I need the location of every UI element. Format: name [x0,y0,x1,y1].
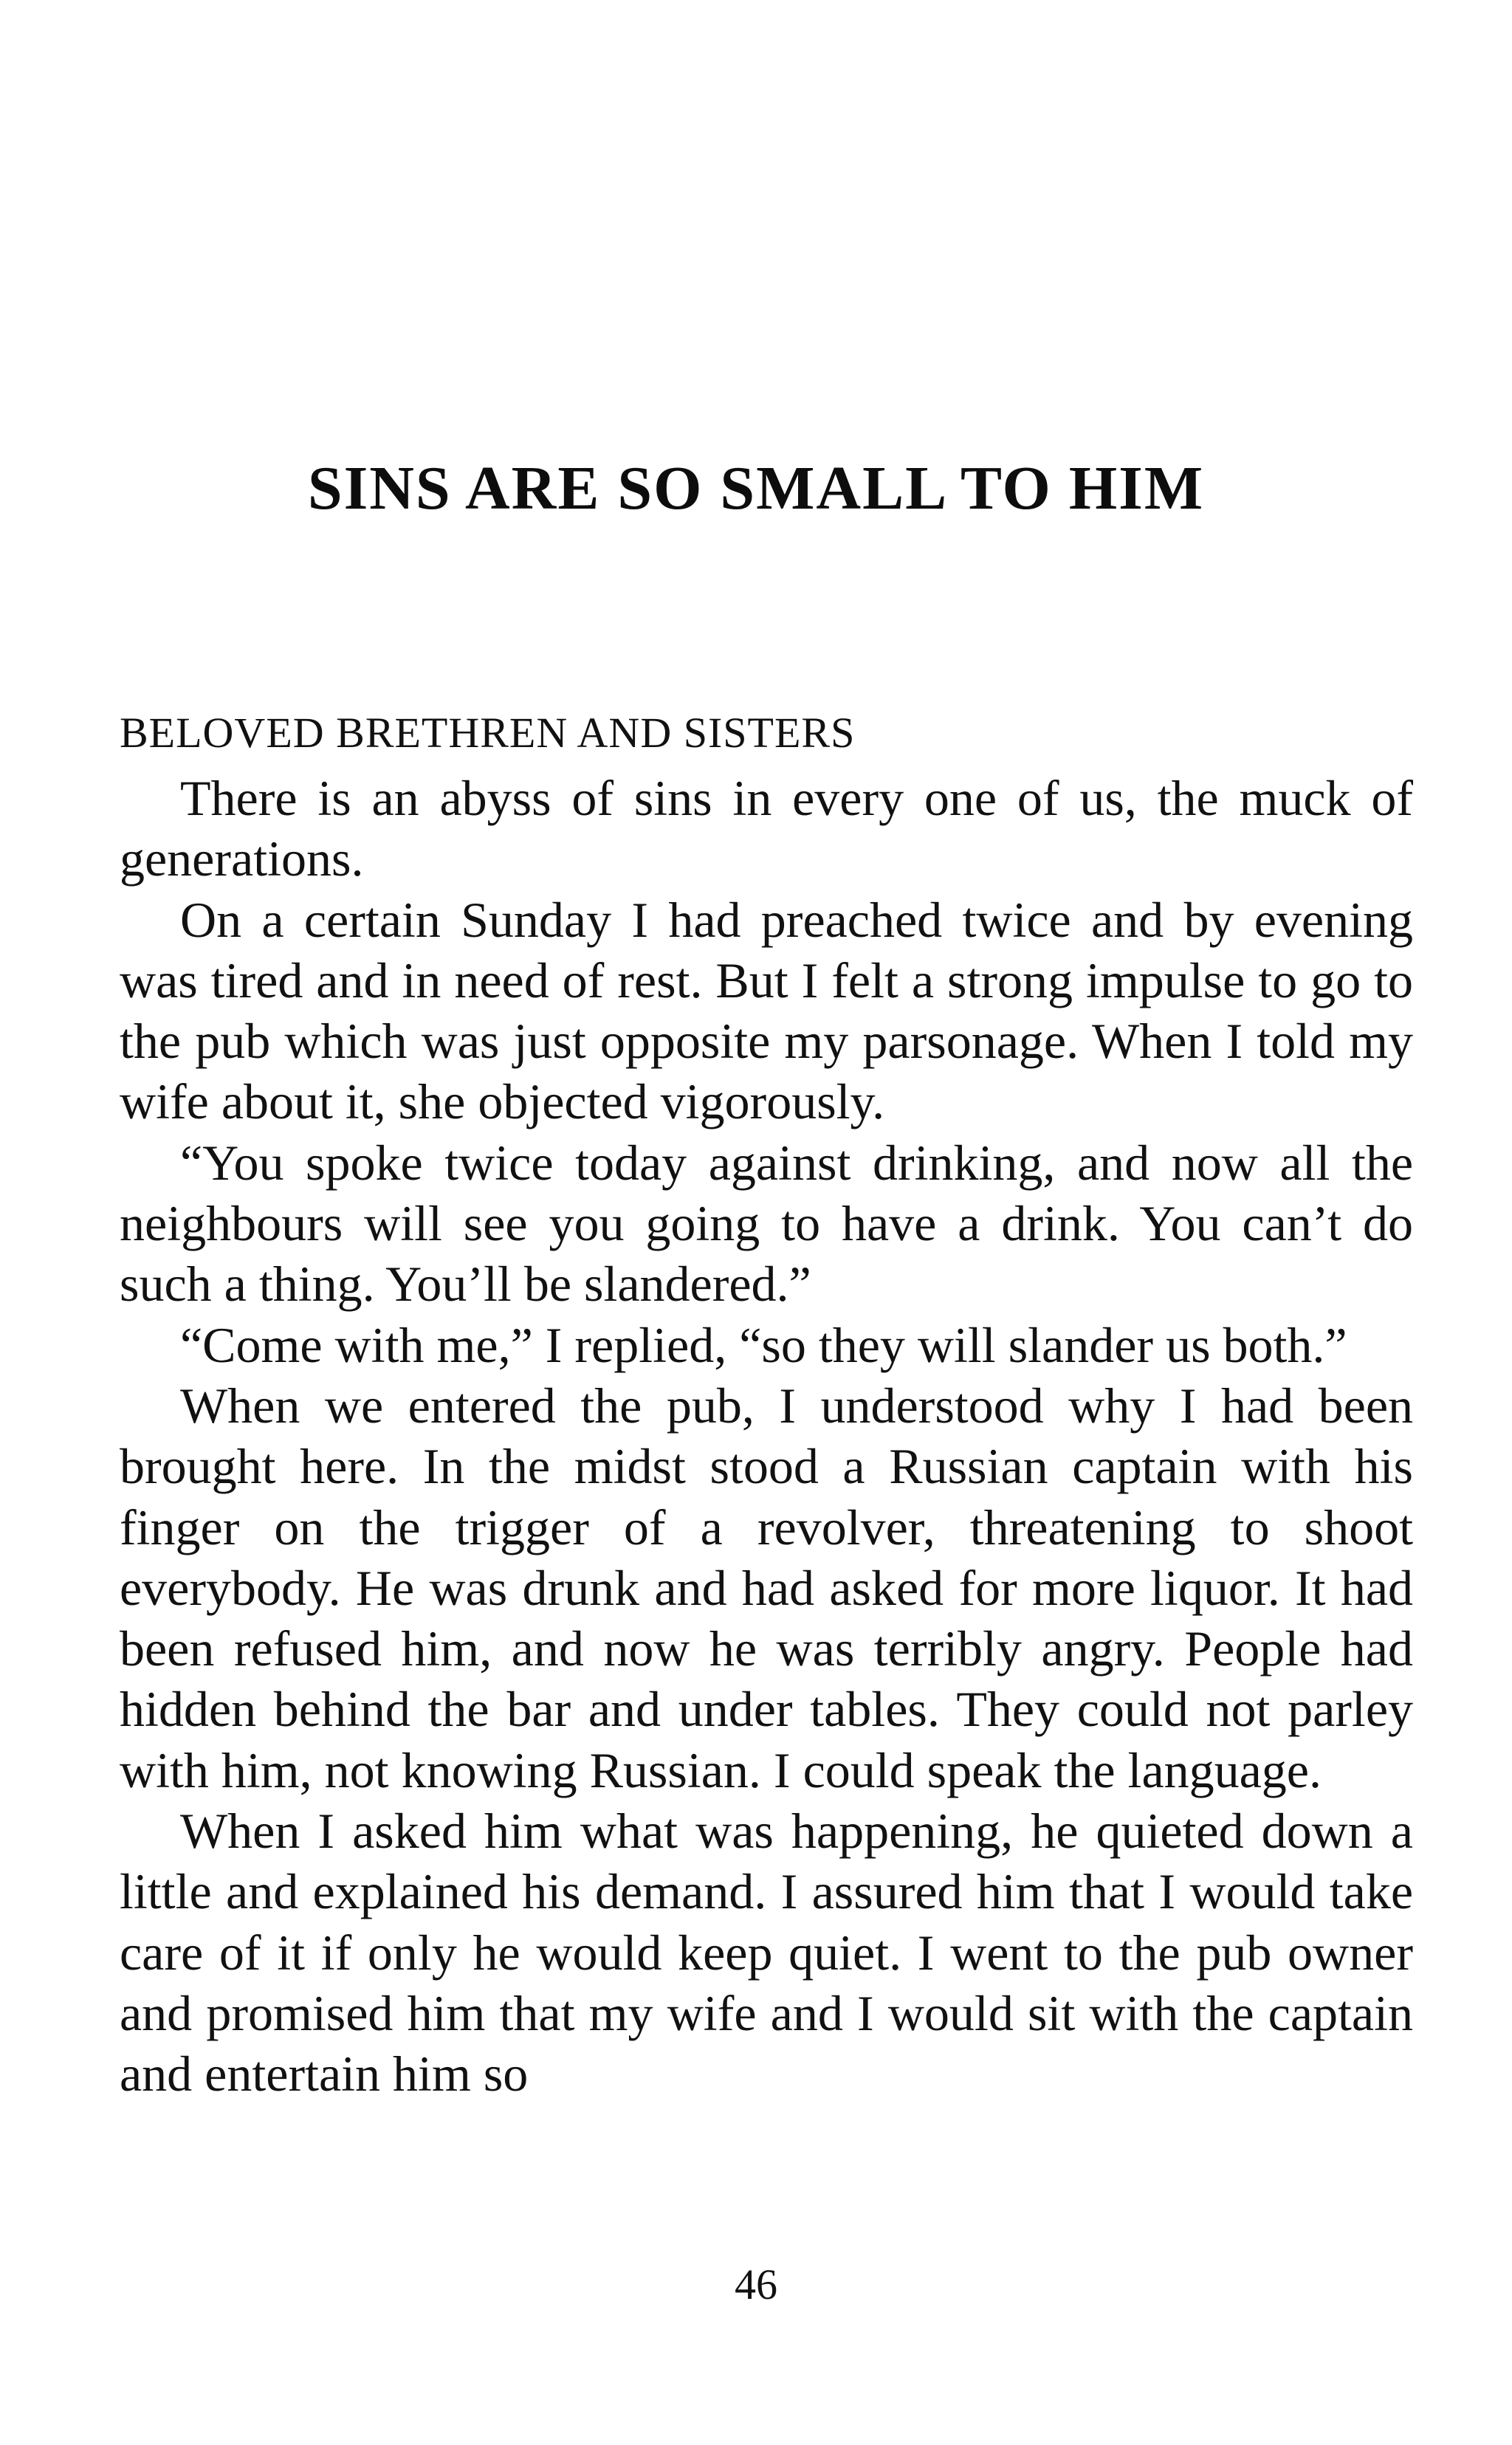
salutation: BELOVED BRETHREN AND SISTERS [120,709,856,757]
paragraph: “You spoke twice today against drinking, and now all the neighbours will see you going to have a drink. You can’t do such a thing. You’ll be slandered.” [120,1134,1413,1313]
paragraph: There is an abyss of sins in every one of us, the muck of generations. [120,770,1413,887]
paragraph: When I asked him what was happening, he quieted down a little and explained his demand. I assured him that I would take care of it if only he would keep quiet. I went to the pub owner and promised him that my wife and I would sit with the captain and entertain him so [120,1803,1413,2102]
paragraph: “Come with me,” I replied, “so they will slander us both.” [180,1316,1347,1373]
paragraph: When we entered the pub, I understood why I had been brought here. In the midst stood a Russian captain with his finger on the trigger of a revolver, threatening to shoot everybody. He was drunk and had asked for more liquor. It had been refused him, and now he was terribly angry. People had hidden behind the bar and under tables. They could not parley with him, not knowing Russian. I could speak the language. [120,1377,1413,1798]
paragraph: On a certain Sunday I had preached twice and by evening was tired and in need of rest. But I felt a strong impulse to go to the pub which was just opposite my parsonage. When I told my wife about it, she objected vigorously. [120,891,1413,1130]
body-text [120,768,1413,2105]
chapter-title: SINS ARE SO SMALL TO HIM [307,454,1205,523]
page-number: 46 [735,2260,777,2308]
